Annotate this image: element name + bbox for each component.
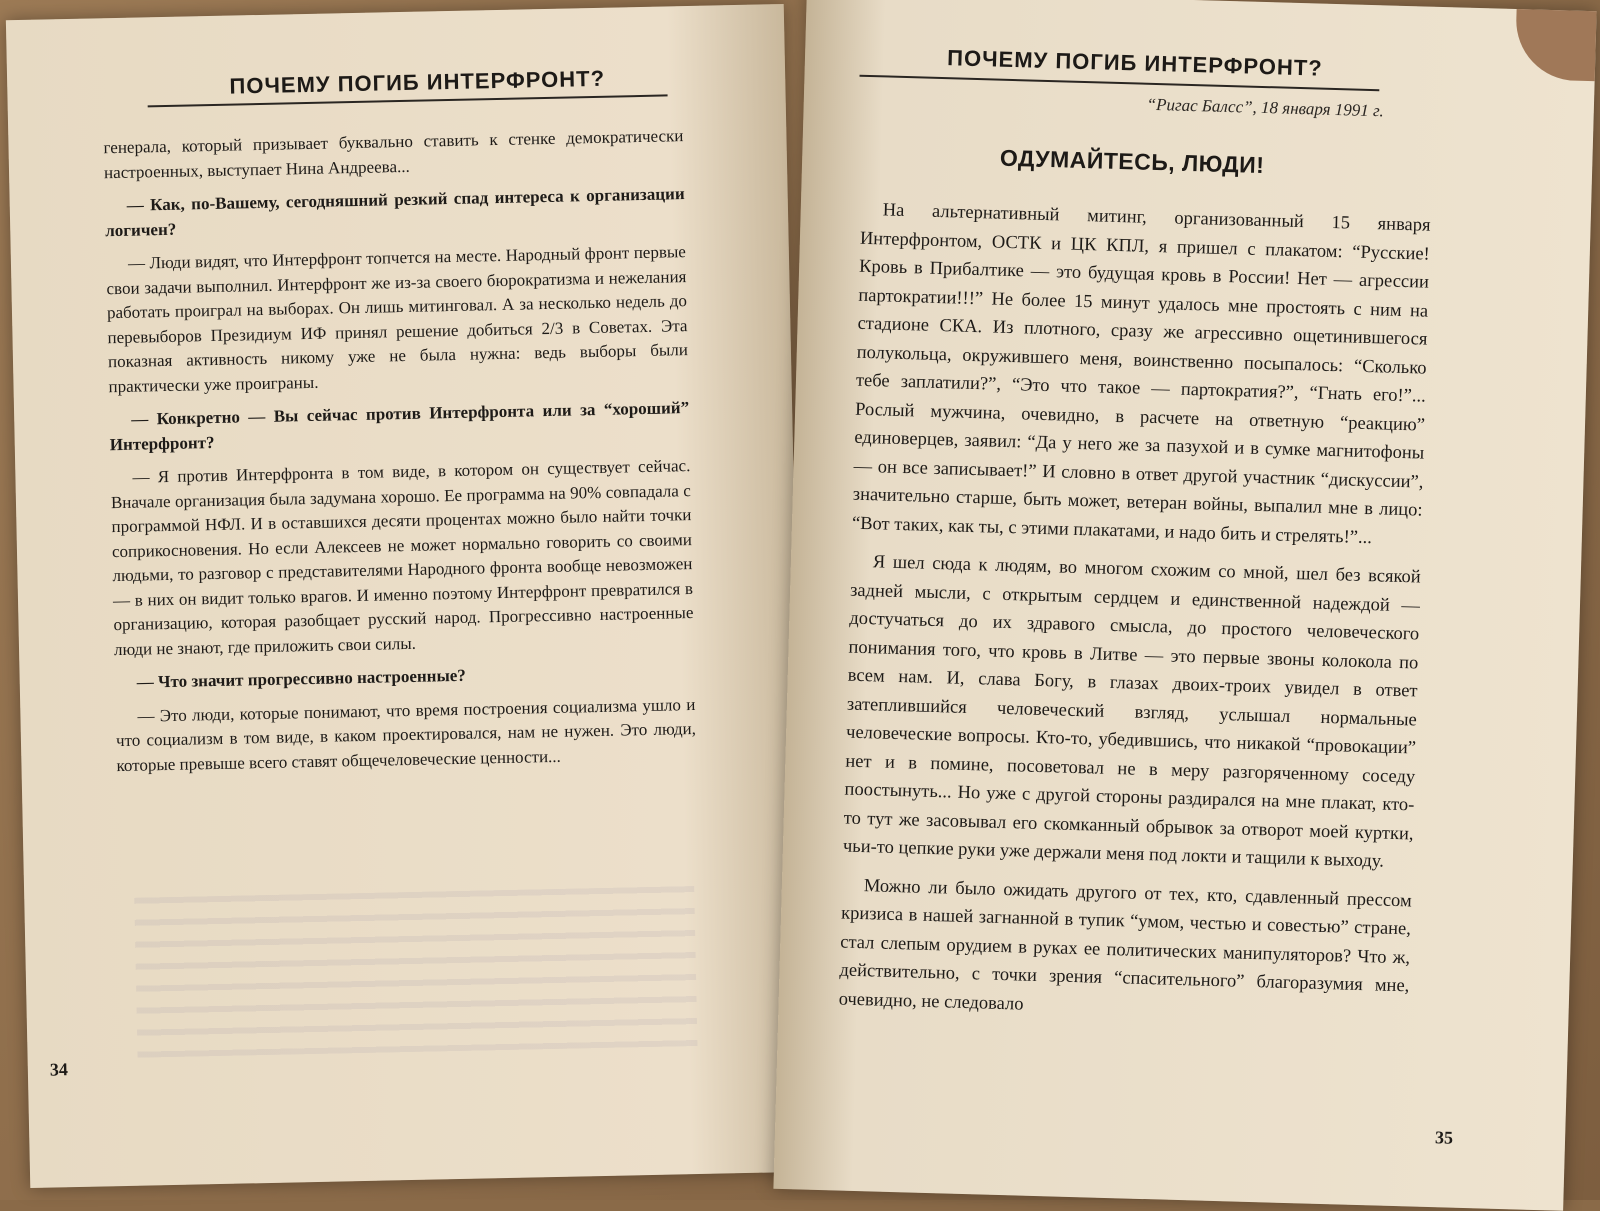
left-answer-3: — Это люди, которые понимают, что время построения социализма ушло и что социализм в том виде, в каком проектировался, нам не нужен. Это люди, которые превыше всего ставят общечеловеческие ценности... [115,694,697,775]
article-title: ОДУМАЙТЕСЬ, ЛЮДИ! [999,144,1265,179]
left-question-1: — Как, по-Вашему, сегодняшний резкий спад интереса к организации логичен? [105,184,685,240]
right-body [838,196,1431,1040]
left-question-3: — Что значит прогрессивно настроенные? [136,665,467,692]
thumb [1515,0,1597,82]
right-paragraph-3: Можно ли было ожидать другого от тех, кто, сдавленный прессом кризиса в нашей загнанной в тупик “умом, честью и совестью” стране, стал слепым орудием в руках ее политических манипуляторов? Что ж, действительно, с точки зрения “спасительного” благоразумия мне, очевидно, не следовало [838,875,1412,1015]
right-paragraph-1: На альтернативный митинг, организованный 15 января Интерфронтом, ОСТК и ЦК КПЛ, я пришел с плакатом: “Русские! Кровь в Прибалтике — это будущая кровь в России! Нет — агрессии партократии!!!” Не более 15 минут удалось мне простоять с ним на стадионе СКА. Из плотного, сразу же агрессивно ощетинившегося полукольца, окружившего меня, воинственно посыпалось: “Сколько тебе заплатили?”, “Это что такое — партократия?”, “Гнать его!”... Рослый мужчина, очевидно, в расчете на ответную “реакцию” единоверцев, заявил: “Да у него же за пазухой и в сумке магнитофоны — он все записывает!” И словно в ответ другой участник “дискуссии”, значительно старше, быть может, ветеран войны, выпалил мне в лицо: “Вот таких, как ты, с этими плакатами, и надо бить и стрелять!”... [851,200,1431,548]
right-paragraph-2: Я шел сюда к людям, во многом схожим со мной, шел без всякой задней мысли, с открытым сердцем и единственной надеждой — достучаться до их здравого смысла, до простого человеческого понимания того, что кровь в Литве — это первые звоны колокола по всем нам. И, слава Богу, в глазах двоих-троих увидел в ответ затеплившийся человеческий взгляд, услышал нормальные человеческие вопросы. Кто-то, убедившись, что никакой “провокации” нет и в помине, посоветовал не в меру разгоряченному соседу поостынуть... Но уже с другой стороны раздирался на мне плакат, кто-то тут же засовывал его скомканный обрывок за отворот моей куртки, чьи-то цепкие руки уже держали меня под локти и тащили к выходу. [842,552,1421,872]
source-citation: “Ригас Балсс”, 18 января 1991 г. [1146,94,1385,121]
left-answer-1: — Люди видят, что Интерфронт топчется на месте. Народный фронт первые свои задачи выполнил. Интерфронт же из-за своего бюрократизма и нежелания работать проиграл на выборах. Он лишь митинговал. А за несколько недель до перевыборов Президиум ИФ принял решение добиться 2/3 в Советах. Эта показная активность никому уже не была нужна: ведь выборы были практически уже проиграны. [106,242,689,396]
left-page-number: 34 [49,1059,69,1080]
left-body [103,124,697,787]
left-answer-2: — Я против Интерфронта в том виде, в котором он существует сейчас. Вначале организация была задумана хорошо. Ее программа на 90% совпадала с программой НФЛ. И в оставшихся десяти процентах можно было найти точки соприкосновения. Но если Алексеев не может нормально говорить со своими людьми, то разговор с представителями Народного фронта вообще невозможен — в них он видит только врагов. И именно поэтому Интерфронт превратился в организацию, которая разобщает русский народ. Прогрессивно настроенные люди не знают, где приложить свои силы. [110,456,694,659]
right-running-head: ПОЧЕМУ ПОГИБ ИНТЕРФРОНТ? [946,45,1324,81]
right-page-number: 35 [1434,1127,1454,1148]
right-page [773,0,1596,1211]
left-page [6,4,808,1188]
left-paragraph-1: генерала, который призывает буквально ставить к стенке демократически настроенных, выступает Нина Андреева... [103,126,684,182]
show-through-text [134,886,697,1058]
left-question-2: — Конкретно — Вы сейчас против Интерфронта или за “хороший” Интерфронт? [109,398,690,454]
left-running-head: ПОЧЕМУ ПОГИБ ИНТЕРФРОНТ? [229,65,606,99]
